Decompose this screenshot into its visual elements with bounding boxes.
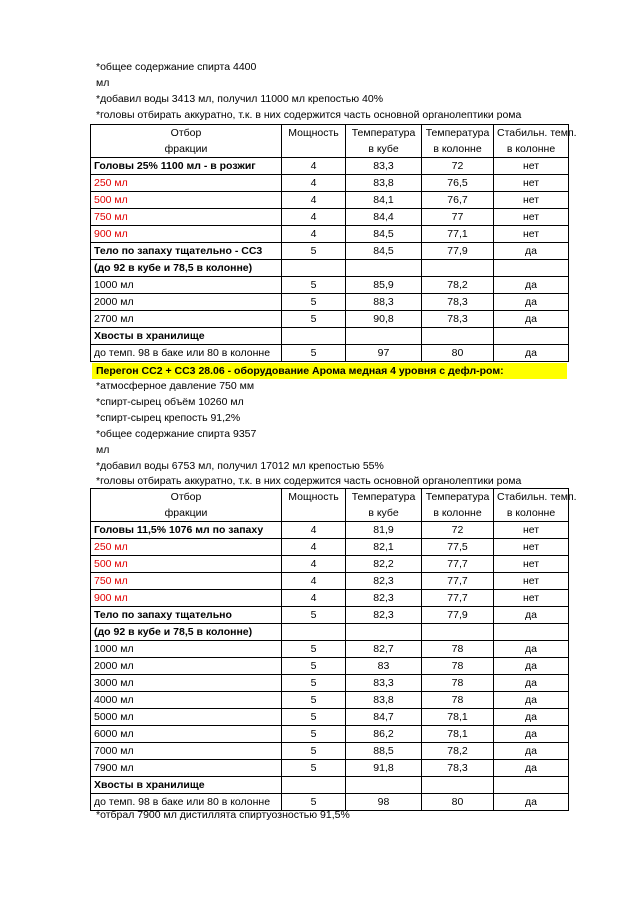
table-row: [91, 675, 569, 692]
cell-power: 5: [282, 726, 346, 743]
cell-power: [282, 624, 346, 641]
cell-stable: да: [494, 243, 569, 260]
cell-stable: нет: [494, 522, 569, 539]
cell-column-temp: [422, 624, 494, 641]
header-cube-temp: Температура: [346, 125, 422, 142]
table-row: [91, 573, 569, 590]
run-heading: Перегон СС2 + СС3 28.06 - оборудование Арома медная 4 уровня с дефл-ром:: [92, 363, 567, 379]
cell-stable: нет: [494, 192, 569, 209]
cell-stable: да: [494, 607, 569, 624]
cell-column-temp: [422, 260, 494, 277]
cell-stable: [494, 624, 569, 641]
cell-power: 5: [282, 692, 346, 709]
cell-cube-temp: 83,8: [346, 692, 422, 709]
cell-stable: да: [494, 675, 569, 692]
cell-power: 5: [282, 709, 346, 726]
cell-fraction: Хвосты в хранилище: [91, 777, 282, 794]
cell-column-temp: 78,3: [422, 311, 494, 328]
table-row: [91, 328, 569, 345]
table-row: [91, 260, 569, 277]
table-row: [91, 209, 569, 226]
cell-cube-temp: 84,1: [346, 192, 422, 209]
cell-cube-temp: 83,3: [346, 158, 422, 175]
cell-column-temp: [422, 328, 494, 345]
cell-stable: [494, 777, 569, 794]
table-row: [91, 277, 569, 294]
cell-power: 4: [282, 539, 346, 556]
cell-cube-temp: 97: [346, 345, 422, 362]
cell-column-temp: 77,9: [422, 243, 494, 260]
cell-power: 4: [282, 209, 346, 226]
cell-power: 5: [282, 277, 346, 294]
cell-stable: да: [494, 760, 569, 777]
cell-power: 5: [282, 345, 346, 362]
cell-power: 4: [282, 158, 346, 175]
header-cube-temp-sub: в кубе: [346, 141, 422, 158]
cell-cube-temp: 82,3: [346, 573, 422, 590]
cell-cube-temp: 85,9: [346, 277, 422, 294]
cell-fraction: до темп. 98 в баке или 80 в колонне: [91, 794, 282, 811]
cell-column-temp: 76,7: [422, 192, 494, 209]
cell-power: 5: [282, 743, 346, 760]
cell-power: 4: [282, 556, 346, 573]
cell-power: 5: [282, 760, 346, 777]
table-row: [91, 692, 569, 709]
cell-column-temp: 78,3: [422, 760, 494, 777]
note-line: *спирт-сырец крепость 91,2%: [96, 412, 241, 424]
cell-cube-temp: 88,3: [346, 294, 422, 311]
cell-stable: да: [494, 709, 569, 726]
cell-stable: да: [494, 311, 569, 328]
note-line: *головы отбирать аккуратно, т.к. в них содержится часть основной органолептики рома: [96, 109, 522, 121]
table-row: [91, 294, 569, 311]
cell-fraction: 2000 мл: [91, 294, 282, 311]
cell-power: [282, 777, 346, 794]
cell-cube-temp: 86,2: [346, 726, 422, 743]
cell-stable: [494, 260, 569, 277]
note-line: мл: [96, 444, 110, 456]
note-line: *добавил воды 6753 мл, получил 17012 мл крепостью 55%: [96, 460, 384, 472]
cell-column-temp: 80: [422, 345, 494, 362]
cell-power: 4: [282, 522, 346, 539]
cell-fraction: до темп. 98 в баке или 80 в колонне: [91, 345, 282, 362]
header-stable-temp: Стабильн. темп.: [494, 489, 569, 506]
header-column-temp-sub: в колонне: [422, 505, 494, 522]
cell-fraction: 6000 мл: [91, 726, 282, 743]
cell-stable: нет: [494, 209, 569, 226]
cell-column-temp: 78,3: [422, 294, 494, 311]
cell-fraction: 900 мл: [91, 226, 282, 243]
cell-column-temp: 78: [422, 658, 494, 675]
note-line: *общее содержание спирта 9357: [96, 428, 257, 440]
cell-stable: нет: [494, 226, 569, 243]
cell-stable: нет: [494, 590, 569, 607]
cell-fraction: Хвосты в хранилище: [91, 328, 282, 345]
header-column-temp-sub: в колонне: [422, 141, 494, 158]
table-row: [91, 192, 569, 209]
note-line: *добавил воды 3413 мл, получил 11000 мл крепостью 40%: [96, 93, 384, 105]
header-cube-temp-sub: в кубе: [346, 505, 422, 522]
cell-column-temp: 77,7: [422, 573, 494, 590]
cell-stable: да: [494, 345, 569, 362]
cell-column-temp: 76,5: [422, 175, 494, 192]
table-row: [91, 522, 569, 539]
note-line: *общее содержание спирта 4400: [96, 61, 257, 73]
cell-cube-temp: 88,5: [346, 743, 422, 760]
cell-stable: да: [494, 692, 569, 709]
cell-column-temp: 78,2: [422, 277, 494, 294]
table-row: [91, 658, 569, 675]
cell-cube-temp: 91,8: [346, 760, 422, 777]
table-row: [91, 777, 569, 794]
cell-fraction: (до 92 в кубе и 78,5 в колонне): [91, 260, 282, 277]
cell-power: 4: [282, 573, 346, 590]
table-row: [91, 726, 569, 743]
header-column-temp: Температура: [422, 125, 494, 142]
cell-cube-temp: 82,7: [346, 641, 422, 658]
table-row: [91, 175, 569, 192]
cell-fraction: 7900 мл: [91, 760, 282, 777]
cell-stable: нет: [494, 556, 569, 573]
cell-power: [282, 260, 346, 277]
header-column-temp: Температура: [422, 489, 494, 506]
note-line: *головы отбирать аккуратно, т.к. в них содержится часть основной органолептики рома: [96, 475, 522, 487]
header-power: Мощность: [282, 125, 346, 142]
table-row: [91, 760, 569, 777]
cell-stable: нет: [494, 175, 569, 192]
cell-column-temp: 77,7: [422, 556, 494, 573]
header-power: Мощность: [282, 489, 346, 506]
cell-fraction: 3000 мл: [91, 675, 282, 692]
cell-cube-temp: 83: [346, 658, 422, 675]
cell-column-temp: 77,1: [422, 226, 494, 243]
cell-power: 4: [282, 175, 346, 192]
table-row: [91, 641, 569, 658]
cell-cube-temp: [346, 328, 422, 345]
cell-fraction: 250 мл: [91, 175, 282, 192]
cell-stable: да: [494, 794, 569, 811]
cell-cube-temp: [346, 777, 422, 794]
cell-power: [282, 328, 346, 345]
cell-stable: да: [494, 726, 569, 743]
cell-fraction: 7000 мл: [91, 743, 282, 760]
cell-column-temp: 78: [422, 692, 494, 709]
cell-stable: нет: [494, 158, 569, 175]
table-row: [91, 607, 569, 624]
cell-fraction: 5000 мл: [91, 709, 282, 726]
cell-column-temp: 78,1: [422, 709, 494, 726]
table-row: [91, 743, 569, 760]
cell-column-temp: [422, 777, 494, 794]
distillation-table-1: [90, 124, 577, 362]
cell-power: 4: [282, 192, 346, 209]
cell-cube-temp: 81,9: [346, 522, 422, 539]
cell-fraction: Головы 25% 1100 мл - в розжиг: [91, 158, 282, 175]
footer-note: *отбрал 7900 мл дистиллята спиртуозностью 91,5%: [96, 809, 350, 821]
cell-column-temp: 72: [422, 522, 494, 539]
cell-fraction: 2000 мл: [91, 658, 282, 675]
cell-stable: да: [494, 658, 569, 675]
header-cube-temp: Температура: [346, 489, 422, 506]
cell-fraction: 1000 мл: [91, 277, 282, 294]
cell-fraction: Тело по запаху тщательно: [91, 607, 282, 624]
table-row: [91, 243, 569, 260]
cell-power: 5: [282, 641, 346, 658]
cell-stable: да: [494, 277, 569, 294]
cell-power: 5: [282, 243, 346, 260]
cell-fraction: 1000 мл: [91, 641, 282, 658]
cell-column-temp: 77,5: [422, 539, 494, 556]
cell-fraction: 4000 мл: [91, 692, 282, 709]
cell-column-temp: 77,9: [422, 607, 494, 624]
table-row: [91, 590, 569, 607]
header-stable-temp: Стабильн. темп.: [494, 125, 569, 142]
table-row: [91, 311, 569, 328]
cell-stable: нет: [494, 539, 569, 556]
cell-stable: да: [494, 294, 569, 311]
table-row: [91, 624, 569, 641]
cell-cube-temp: 84,5: [346, 226, 422, 243]
cell-stable: нет: [494, 573, 569, 590]
cell-fraction: 900 мл: [91, 590, 282, 607]
cell-cube-temp: 84,5: [346, 243, 422, 260]
distillation-table-2: [90, 488, 577, 811]
cell-power: 5: [282, 607, 346, 624]
cell-power: 5: [282, 794, 346, 811]
cell-cube-temp: 82,1: [346, 539, 422, 556]
cell-cube-temp: 82,3: [346, 607, 422, 624]
cell-power: 4: [282, 226, 346, 243]
cell-column-temp: 77: [422, 209, 494, 226]
header-power-sub: [282, 505, 346, 522]
cell-fraction: 250 мл: [91, 539, 282, 556]
header-fraction-sub: фракции: [91, 141, 282, 158]
cell-stable: да: [494, 743, 569, 760]
cell-column-temp: 78: [422, 675, 494, 692]
header-stable-temp-sub: в колонне: [494, 505, 569, 522]
cell-column-temp: 72: [422, 158, 494, 175]
cell-fraction: 500 мл: [91, 192, 282, 209]
table-row: [91, 539, 569, 556]
cell-fraction: 2700 мл: [91, 311, 282, 328]
note-line: мл: [96, 77, 110, 89]
cell-cube-temp: 82,3: [346, 590, 422, 607]
cell-column-temp: 78,1: [422, 726, 494, 743]
cell-power: 5: [282, 675, 346, 692]
cell-cube-temp: 90,8: [346, 311, 422, 328]
cell-column-temp: 80: [422, 794, 494, 811]
cell-cube-temp: 82,2: [346, 556, 422, 573]
header-power-sub: [282, 141, 346, 158]
cell-fraction: Головы 11,5% 1076 мл по запаху: [91, 522, 282, 539]
header-fraction: Отбор: [91, 489, 282, 506]
header-fraction-sub: фракции: [91, 505, 282, 522]
cell-stable: [494, 328, 569, 345]
table-row: [91, 226, 569, 243]
cell-column-temp: 78,2: [422, 743, 494, 760]
cell-cube-temp: 84,4: [346, 209, 422, 226]
cell-fraction: (до 92 в кубе и 78,5 в колонне): [91, 624, 282, 641]
note-line: *спирт-сырец объём 10260 мл: [96, 396, 244, 408]
cell-cube-temp: 84,7: [346, 709, 422, 726]
cell-cube-temp: [346, 624, 422, 641]
header-stable-temp-sub: в колонне: [494, 141, 569, 158]
header-fraction: Отбор: [91, 125, 282, 142]
cell-column-temp: 78: [422, 641, 494, 658]
cell-power: 5: [282, 658, 346, 675]
table-row: [91, 158, 569, 175]
cell-cube-temp: 98: [346, 794, 422, 811]
cell-cube-temp: 83,8: [346, 175, 422, 192]
cell-stable: да: [494, 641, 569, 658]
table-row: [91, 709, 569, 726]
cell-column-temp: 77,7: [422, 590, 494, 607]
cell-fraction: 750 мл: [91, 573, 282, 590]
cell-cube-temp: [346, 260, 422, 277]
table-row: [91, 556, 569, 573]
table-row: [91, 345, 569, 362]
note-line: *атмосферное давление 750 мм: [96, 380, 255, 392]
cell-power: 4: [282, 590, 346, 607]
cell-power: 5: [282, 294, 346, 311]
cell-fraction: Тело по запаху тщательно - СС3: [91, 243, 282, 260]
cell-fraction: 500 мл: [91, 556, 282, 573]
cell-fraction: 750 мл: [91, 209, 282, 226]
cell-power: 5: [282, 311, 346, 328]
cell-cube-temp: 83,3: [346, 675, 422, 692]
